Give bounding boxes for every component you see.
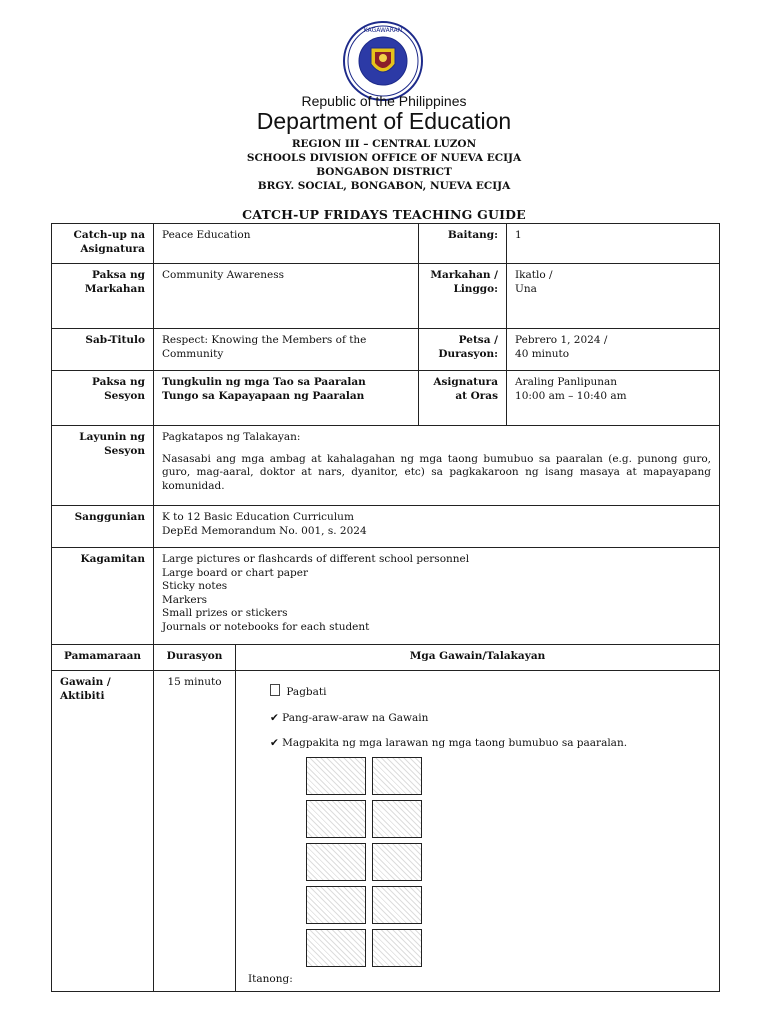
label-session-topic: Paksa ng Sesyon [52, 371, 154, 426]
objective-text: Nasasabi ang mga ambag at kahalagahan ng mga taong bumubuo sa paaralan (e.g. punong guro, guro, mag-aaral, doktor at nars, dyanitor, etc) sa pagkakaroon ng isang masaya at mapayapang komunidad. [162, 452, 712, 492]
label-subject-time: Asignatura at Oras [419, 371, 507, 426]
label-subject: Catch-up na Asignatura [52, 224, 154, 264]
value-quarter-topic: Community Awareness [154, 264, 419, 329]
duration-value: 40 minuto [515, 347, 570, 360]
material-item: Large board or chart paper [162, 566, 309, 579]
greeting-text: Pagbati [286, 686, 327, 698]
office-address-block [0, 137, 768, 193]
address-line: BRGY. SOCIAL, BONGABON, NUEVA ECIJA [257, 180, 511, 192]
personnel-picture [372, 800, 422, 838]
reference-1: K to 12 Basic Education Curriculum [162, 511, 354, 523]
material-item: Markers [162, 593, 208, 606]
label-date-duration: Petsa / Durasyon: [419, 329, 507, 371]
region-line: REGION III – CENTRAL LUZON [291, 138, 477, 150]
quarter-value: Ikatlo / [515, 269, 553, 281]
personnel-picture [372, 929, 422, 967]
header-activities: Mga Gawain/Talakayan [236, 645, 720, 671]
show-pictures-text: Magpakita ng mga larawan ng mga taong bumubuo sa paaralan. [282, 737, 628, 749]
value-grade: 1 [507, 224, 720, 264]
row-activity [52, 671, 720, 992]
session-topic-line-1: Tungkulin ng mga Tao sa Paaralan [162, 376, 366, 388]
time-value: 10:00 am – 10:40 am [515, 389, 627, 402]
svg-text:KAGAWARAN: KAGAWARAN [363, 27, 403, 34]
itanong-label: Itanong: [248, 972, 293, 985]
personnel-picture [372, 843, 422, 881]
row-quarter-topic [52, 264, 720, 329]
personnel-picture [372, 886, 422, 924]
material-item: Large pictures or flashcards of different school personnel [162, 553, 470, 565]
value-session-topic [154, 371, 419, 426]
value-date-duration [507, 329, 720, 371]
personnel-picture [306, 886, 366, 924]
checkmark-icon: ✔ [270, 711, 279, 724]
personnel-picture [306, 929, 366, 967]
label-materials: Kagamitan [52, 548, 154, 645]
activity-duration: 15 minuto [154, 671, 236, 992]
label-subtitle: Sab-Titulo [52, 329, 154, 371]
week-value: Una [515, 282, 537, 295]
activity-daily-routine [248, 712, 711, 726]
value-references [154, 506, 720, 548]
label-quarter-week: Markahan / Linggo: [419, 264, 507, 329]
subject-value: Araling Panlipunan [515, 376, 618, 388]
checkmark-icon: ✔ [270, 737, 279, 749]
value-materials [154, 548, 720, 645]
republic-line: Republic of the Philippines [301, 93, 467, 109]
value-quarter-week [507, 264, 720, 329]
row-procedure-header [52, 645, 720, 671]
material-item: Sticky notes [162, 580, 228, 592]
date-value: Pebrero 1, 2024 / [515, 334, 608, 346]
empty-box-icon [270, 684, 280, 696]
district-line: BONGABON DISTRICT [316, 166, 452, 178]
row-subtitle [52, 329, 720, 371]
label-objective: Layunin ng Sesyon [52, 426, 154, 506]
activity-show-pictures [248, 737, 711, 751]
deped-seal-logo [342, 20, 424, 102]
personnel-picture [306, 843, 366, 881]
personnel-picture [306, 757, 366, 795]
department-title: Department of Education [256, 108, 512, 134]
value-subtitle: Respect: Knowing the Members of the Community [154, 329, 419, 371]
label-activity: Gawain / Aktibiti [52, 671, 154, 992]
division-line: SCHOOLS DIVISION OFFICE OF NUEVA ECIJA [246, 152, 522, 164]
label-references: Sanggunian [52, 506, 154, 548]
value-objective [154, 426, 720, 506]
personnel-picture [372, 757, 422, 795]
objective-intro: Pagkatapos ng Talakayan: [162, 431, 301, 443]
row-objective [52, 426, 720, 506]
activity-content [236, 671, 720, 992]
daily-routine-text: Pang-araw-araw na Gawain [282, 711, 429, 724]
row-subject [52, 224, 720, 264]
value-subject: Peace Education [154, 224, 419, 264]
label-grade: Baitang: [419, 224, 507, 264]
row-session-topic [52, 371, 720, 426]
material-item: Journals or notebooks for each student [162, 620, 370, 633]
guide-title: CATCH-UP FRIDAYS TEACHING GUIDE [242, 207, 526, 222]
row-materials [52, 548, 720, 645]
session-topic-line-2: Tungo sa Kapayapaan ng Paaralan [162, 389, 365, 402]
value-subject-time [507, 371, 720, 426]
reference-2: DepEd Memorandum No. 001, s. 2024 [162, 524, 367, 537]
label-quarter-topic: Paksa ng Markahan [52, 264, 154, 329]
personnel-picture [306, 800, 366, 838]
teaching-guide-table [51, 223, 720, 992]
row-references [52, 506, 720, 548]
material-item: Small prizes or stickers [162, 607, 288, 619]
header-procedure: Pamamaraan [52, 645, 154, 671]
header-duration: Durasyon [154, 645, 236, 671]
school-personnel-pictures [306, 757, 711, 967]
activity-greeting [248, 684, 711, 700]
